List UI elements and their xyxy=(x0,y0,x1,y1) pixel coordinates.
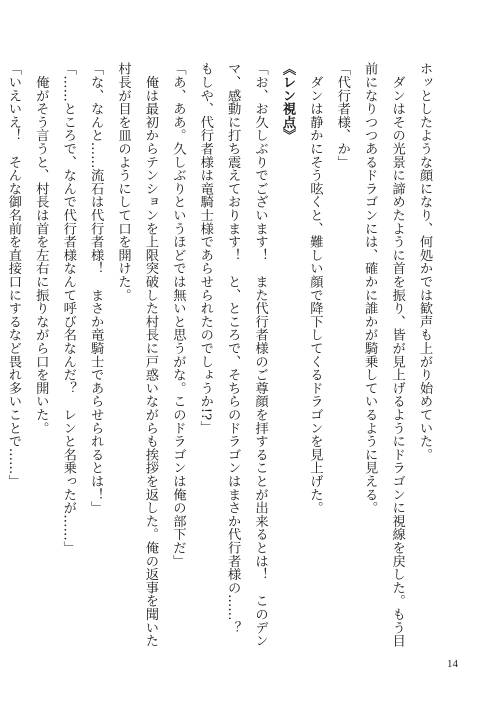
text-line: ホッとしたような顔になり、何処かでは歓声も上がり始めていた。 xyxy=(417,62,432,461)
text-line: 《レン視点》 xyxy=(279,62,295,142)
text-line: 俺は最初からテンションを上限突破した村長に戸惑いながらも挨拶を返した。俺の返事を聞いた xyxy=(142,62,158,648)
text-line: マ、感動に打ち震えております！ と、ところで、そちらのドラゴンはまさか代行者様の……？ xyxy=(225,62,241,634)
text-line: 村長が目を皿のようにして口を開けた。 xyxy=(115,62,131,302)
text-line: 「あ、ああ。久しぶりというほどでは無いと思うがな。このドラゴンは俺の部下だ」 xyxy=(170,62,186,568)
text-line: ダンは静かにそう呟くと、難しい顔で降下してくるドラゴンを見上げた。 xyxy=(307,62,323,515)
text-line: 前になりつつあるドラゴンには、確かに誰かが騎乗しているように見える。 xyxy=(362,62,378,515)
vertical-text-body xyxy=(0,62,438,648)
text-line: 「いえいえ！ そんな御名前を直接口にするなど畏れ多いことで……」 xyxy=(5,62,21,488)
text-line: 俺がそう言うと、村長は首を左右に振りながら口を開いた。 xyxy=(33,62,49,435)
text-line: 「お、お久しぶりでございます！ また代行者様のご尊顔を拝することが出来るとは！ このデン xyxy=(252,62,268,648)
text-line: 「な、なんと……流石は代行者様！ まさか竜騎士であらせられるとは！」 xyxy=(88,62,104,515)
text-line: ダンはその光景に諦めたように首を振り、皆が見上げるようにドラゴンに視線を戻した。もう目 xyxy=(389,62,405,648)
text-line: もしや、代行者様は竜騎士様であらせられたのでしょうか!?」 xyxy=(197,62,213,434)
text-line: 「……ところで、なんで代行者様なんて呼び名なんだ？ レンと名乗ったが……」 xyxy=(60,62,76,555)
page-number: 14 xyxy=(447,658,458,670)
text-line: 「代行者様、か」 xyxy=(334,62,350,169)
